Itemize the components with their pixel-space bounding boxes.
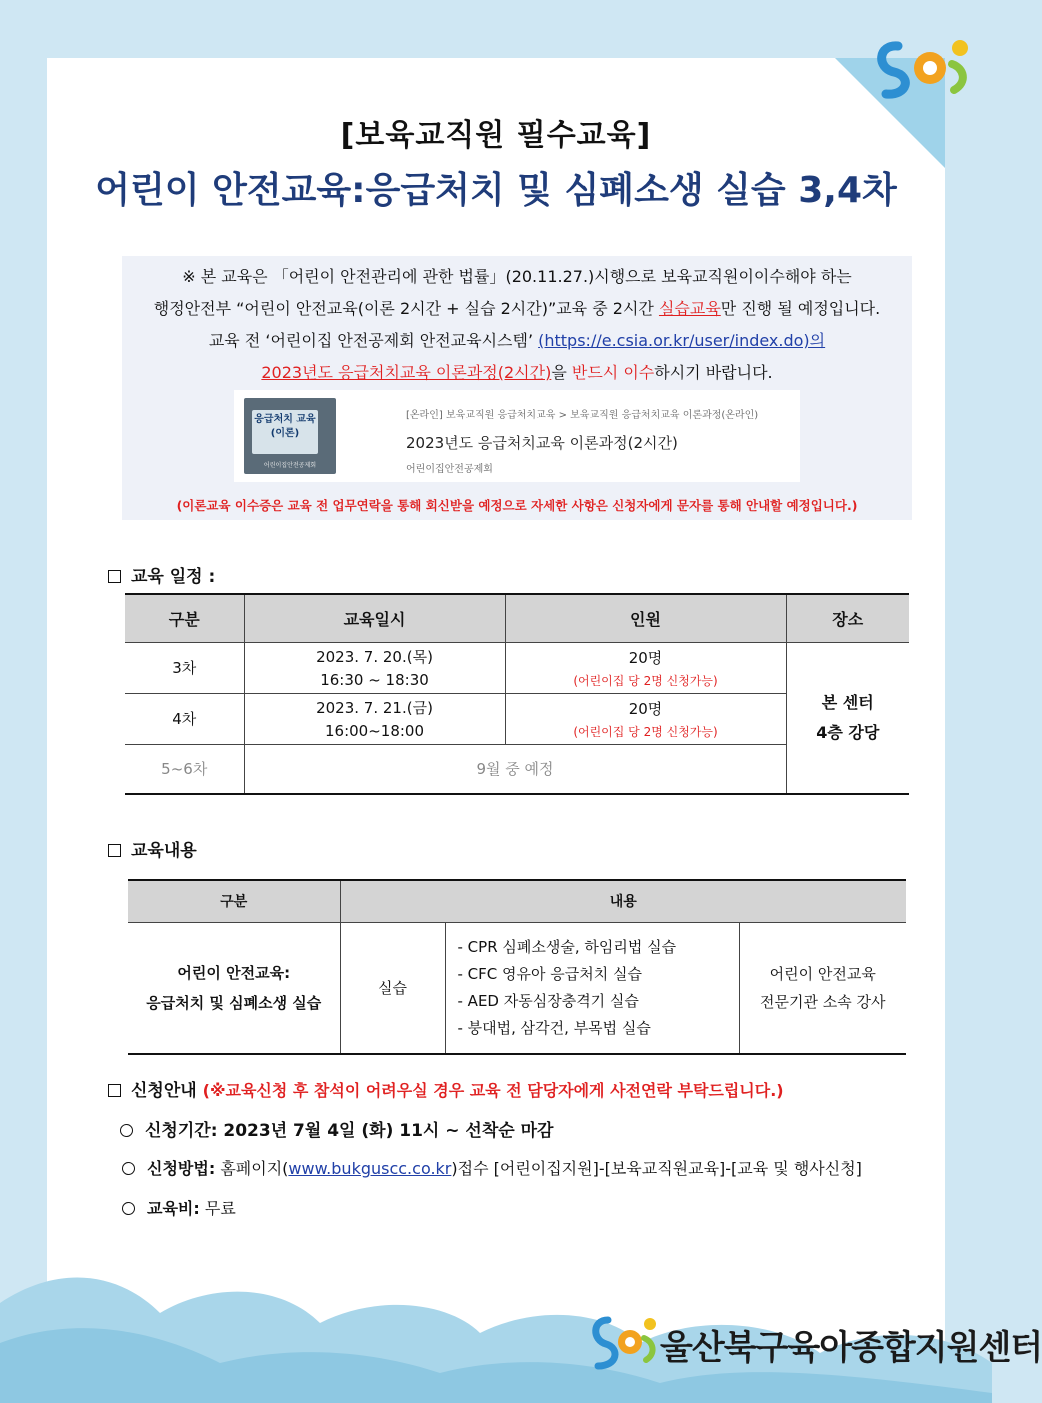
center-logo-icon bbox=[588, 1312, 658, 1374]
course-org: 어린이집안전공제회 bbox=[406, 464, 493, 475]
method-label: 신청방법: bbox=[147, 1159, 216, 1178]
header-content: 내용 bbox=[340, 880, 906, 922]
type-cell: 실습 bbox=[340, 922, 445, 1054]
must-complete-emphasis: 반드시 이수 bbox=[571, 363, 655, 382]
place-line-1: 본 센터 bbox=[821, 692, 874, 712]
people-text: 20명 bbox=[628, 699, 663, 718]
schedule-header-row bbox=[125, 594, 909, 642]
content-header-row bbox=[128, 880, 906, 922]
csia-link[interactable]: (https://e.csia.or.kr/user/index.do)의 bbox=[538, 331, 826, 350]
header-category: 구분 bbox=[128, 880, 340, 922]
homepage-link[interactable]: www.bukguscc.co.kr bbox=[288, 1159, 452, 1178]
time-text: 16:30 ~ 18:30 bbox=[320, 671, 429, 689]
checkbox-square-icon bbox=[108, 844, 121, 857]
notice-box bbox=[122, 256, 912, 520]
datetime-cell bbox=[244, 642, 505, 693]
notice-line-4-end: 하시기 바랍니다. bbox=[654, 363, 773, 382]
limit-text: (어린이집 당 2명 신청가능) bbox=[573, 724, 718, 739]
notice-line-2 bbox=[122, 296, 912, 319]
course-thumbnail bbox=[244, 398, 336, 474]
items-cell bbox=[445, 922, 739, 1054]
theory-course-emphasis: 2023년도 응급처치교육 이론과정(2시간) bbox=[261, 363, 552, 382]
center-logo-icon bbox=[868, 34, 978, 104]
bullet-circle-icon bbox=[122, 1202, 135, 1215]
future-session-cell: 5~6차 bbox=[125, 744, 244, 794]
people-cell bbox=[505, 693, 786, 744]
list-item: - CPR 심폐소생술, 하임리법 실습 bbox=[457, 937, 677, 956]
checkbox-square-icon bbox=[108, 1084, 121, 1097]
apply-method bbox=[122, 1156, 862, 1179]
page-title: 어린이 안전교육:응급처치 및 심폐소생 실습 3,4차 bbox=[95, 170, 897, 211]
apply-period bbox=[120, 1116, 553, 1141]
list-item: - 붕대법, 삼각건, 부목법 실습 bbox=[457, 1018, 651, 1037]
thumbnail-org: 어린이집안전공제회 bbox=[263, 462, 317, 469]
place-cell bbox=[786, 642, 909, 794]
footer-brand bbox=[588, 1312, 1042, 1374]
category-line-1: 어린이 안전교육: bbox=[177, 963, 291, 982]
instructor-line-1: 어린이 안전교육 bbox=[769, 964, 876, 983]
apply-period-text: 신청기간: 2023년 7월 4일 (화) 11시 ~ 선착순 마감 bbox=[145, 1121, 554, 1141]
category-line-2: 응급처치 및 심폐소생 실습 bbox=[146, 993, 322, 1012]
future-note-cell: 9월 중 예정 bbox=[244, 744, 786, 794]
fee-label: 교육비: bbox=[147, 1199, 200, 1218]
notice-line-4-text: 을 bbox=[551, 363, 572, 382]
content-table bbox=[128, 879, 906, 1055]
notice-line-3-text: 교육 전 ‘어린이집 안전공제회 안전교육시스템’ bbox=[208, 331, 539, 350]
instructor-cell bbox=[739, 922, 906, 1054]
table-row bbox=[128, 922, 906, 1054]
session-cell: 4차 bbox=[125, 693, 244, 744]
course-name: 2023년도 응급처치교육 이론과정(2시간) bbox=[406, 434, 678, 452]
date-text: 2023. 7. 20.(목) bbox=[316, 648, 433, 666]
people-text: 20명 bbox=[628, 648, 663, 667]
notice-line-4 bbox=[122, 360, 912, 383]
header-session: 구분 bbox=[125, 594, 244, 642]
content-label: 교육내용 bbox=[131, 841, 197, 861]
notice-line-2-text: 행정안전부 “어린이 안전교육(이론 2시간 + 실습 2시간)”교육 중 2시간 bbox=[153, 299, 659, 318]
fee-info bbox=[122, 1196, 236, 1219]
place-line-2: 4층 강당 bbox=[816, 722, 880, 742]
content-section-title bbox=[108, 836, 197, 861]
category-cell bbox=[128, 922, 340, 1054]
bullet-circle-icon bbox=[120, 1124, 133, 1137]
fee-value: 무료 bbox=[199, 1199, 236, 1218]
notice-footnote: (이론교육 이수증은 교육 전 업무연락을 통해 회신받을 예정으로 자세한 사항은 신청자에게 문자를 통해 안내할 예정입니다.) bbox=[176, 498, 858, 513]
header-datetime: 교육일시 bbox=[244, 594, 505, 642]
header-place: 장소 bbox=[786, 594, 909, 642]
notice-line-1: ※ 본 교육은 「어린이 안전관리에 관한 법률」(20.11.27.)시행으로 보육교직원이이수해야 하는 bbox=[182, 267, 852, 286]
list-item: - AED 자동심장충격기 실습 bbox=[457, 991, 639, 1010]
header-people: 인원 bbox=[505, 594, 786, 642]
course-breadcrumb: [온라인] 보육교직원 응급처치교육 > 보육교직원 응급처치교육 이론과정(온라인) bbox=[406, 410, 759, 421]
apply-section-title bbox=[108, 1076, 784, 1101]
course-card[interactable] bbox=[234, 390, 800, 482]
bullet-circle-icon bbox=[122, 1162, 135, 1175]
practice-emphasis: 실습교육 bbox=[658, 299, 721, 318]
thumbnail-title: 응급처치 교육(이론) bbox=[252, 410, 318, 454]
pre-title: [보육교직원 필수교육] bbox=[340, 118, 652, 153]
method-text: 홈페이지( bbox=[215, 1159, 289, 1178]
notice-line-2-end: 만 진행 될 예정입니다. bbox=[720, 299, 881, 318]
list-item: - CFC 영유아 응급처치 실습 bbox=[457, 964, 642, 983]
apply-label: 신청안내 bbox=[131, 1081, 197, 1101]
method-path: )접수 [어린이집지원]-[보육교직원교육]-[교육 및 행사신청] bbox=[451, 1159, 862, 1178]
datetime-cell bbox=[244, 693, 505, 744]
time-text: 16:00~18:00 bbox=[324, 722, 425, 740]
session-cell: 3차 bbox=[125, 642, 244, 693]
footer-org-name: 울산북구육아종합지원센터 bbox=[660, 1328, 1042, 1368]
date-text: 2023. 7. 21.(금) bbox=[316, 699, 433, 717]
apply-note: (※교육신청 후 참석이 어려우실 경우 교육 전 담당자에게 사전연락 부탁드립니다.) bbox=[202, 1081, 784, 1100]
checkbox-square-icon bbox=[108, 570, 121, 583]
notice-line-3 bbox=[122, 328, 912, 351]
limit-text: (어린이집 당 2명 신청가능) bbox=[573, 673, 718, 688]
instructor-line-2: 전문기관 소속 강사 bbox=[760, 992, 886, 1011]
table-row bbox=[125, 642, 909, 693]
people-cell bbox=[505, 642, 786, 693]
schedule-table bbox=[125, 593, 909, 795]
schedule-section-title bbox=[108, 562, 215, 587]
schedule-label: 교육 일정 : bbox=[131, 567, 216, 587]
